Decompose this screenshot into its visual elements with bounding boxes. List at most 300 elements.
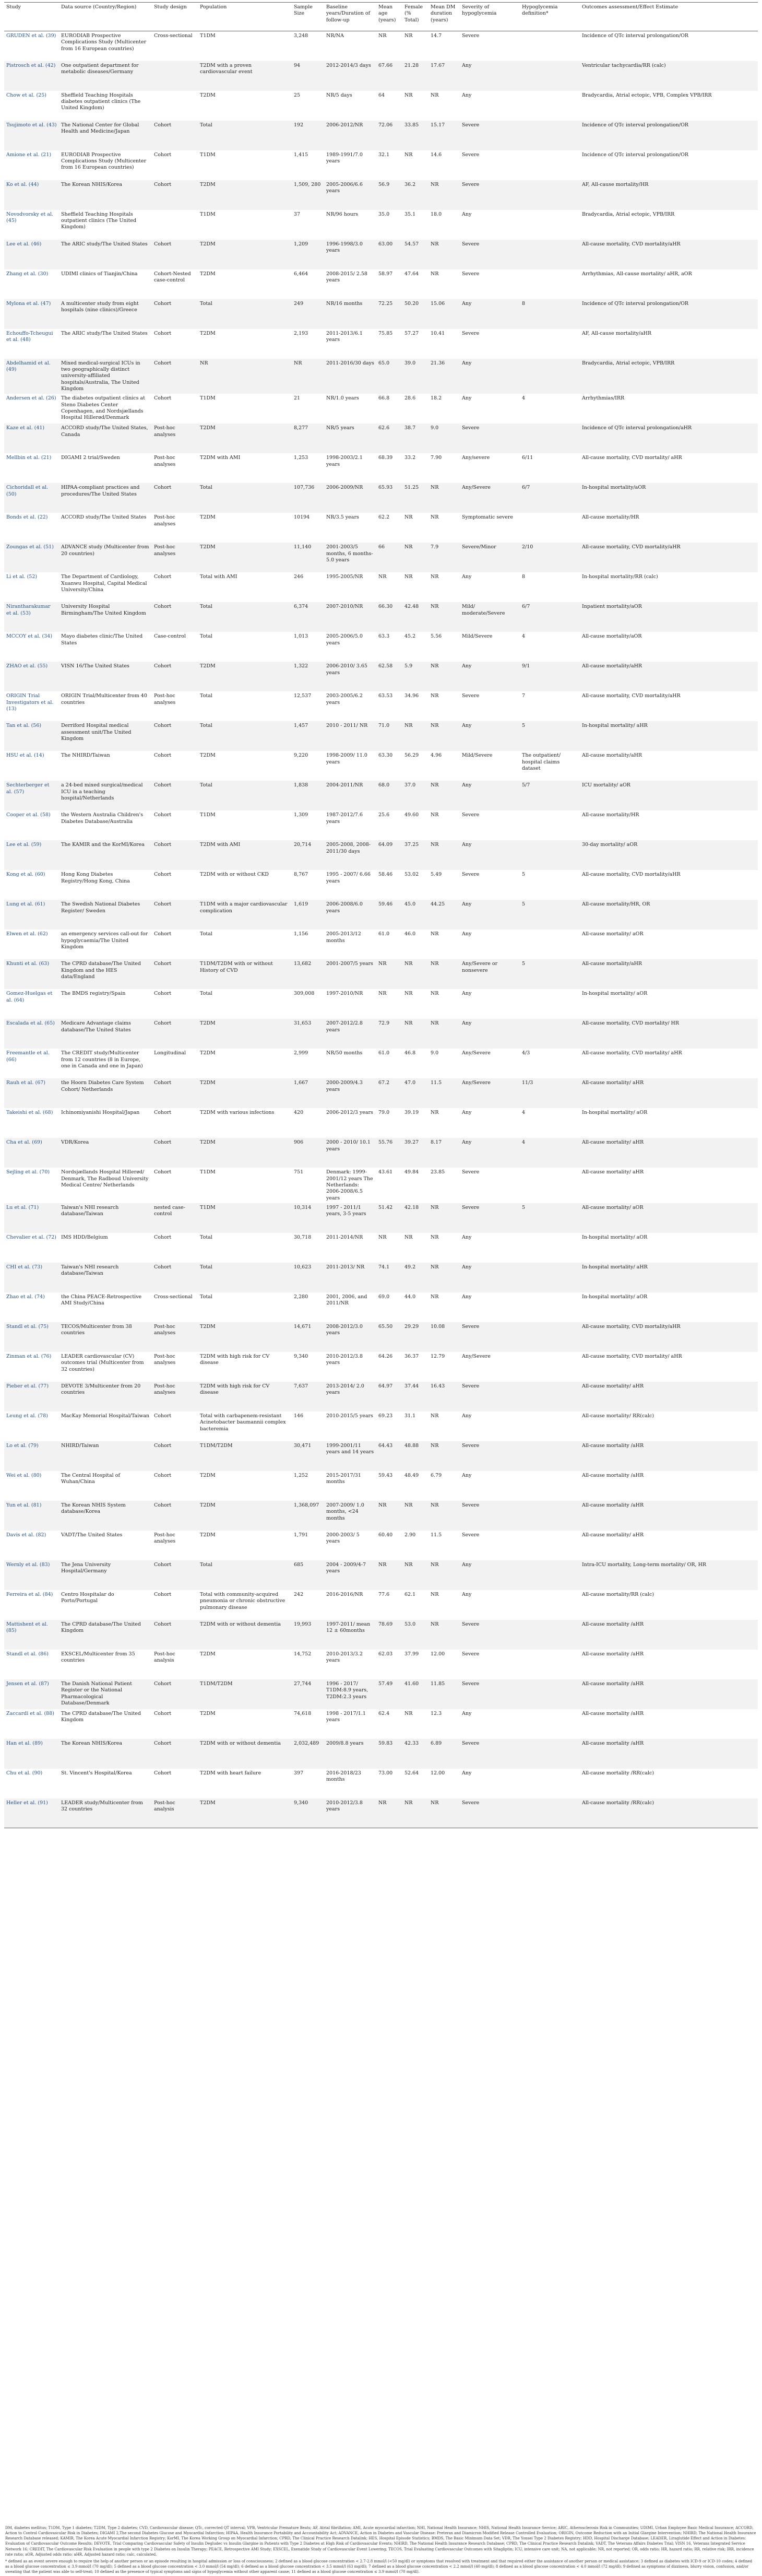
table-cell: 8,767 [294,872,308,878]
table-cell: Post-hoc analyses [154,455,176,467]
table-cell: Total with carbapenem-resistant Acinetobacter baumannii complex bacteremia [200,1413,286,1432]
study-citation-cell[interactable]: Tsujimoto et al. (43) [4,121,59,150]
table-cell: 42.48 [402,602,428,632]
table-cell [520,329,580,359]
study-citation-cell[interactable]: Pistrosch et al. (42) [4,61,59,91]
table-cell: Total with community-acquired pneumonia or chronic obstructive pulmonary disease [200,1591,285,1610]
table-row [4,1352,758,1382]
table-cell: Total [200,633,212,640]
table-cell: NR [404,514,413,521]
table-cell: 906 [292,1138,324,1168]
table-cell: 74.1 [376,1263,402,1292]
table-cell: T2DM [200,270,216,277]
table-cell: 1,252 [294,1472,308,1478]
table-cell: 12.3 [431,1710,442,1716]
table-cell: Cohort [154,395,172,402]
table-cell: All-cause mortality, CVD mortality/ aHR [582,1353,682,1359]
table-cell: Cohort [152,299,198,329]
table-cell: Severe [460,1679,520,1709]
table-cell: Cross-sectional [154,33,193,39]
study-citation-cell[interactable]: Zaccardi et al. (88) [6,1710,54,1716]
table-cell: NR [428,662,460,691]
table-cell: 63.3 [378,633,390,640]
study-citation-cell[interactable]: Khunti et al. (63) [4,959,59,989]
table-cell: Taiwan's NHI research database/Taiwan [59,1263,152,1292]
table-cell: One outpatient department for metabolic diseases/Germany [59,61,152,91]
study-citation-cell[interactable]: Wernly et al. (83) [4,1560,59,1590]
table-cell: 2004 - 2009/4-7 years [324,1560,376,1590]
table-cell: NR [428,180,460,210]
table-cell: 1997 - 2011/1 years, 3-5 years [324,1203,376,1233]
table-cell: All-cause mortality/ aHR [582,1532,644,1538]
table-cell [520,1679,580,1709]
table-row [4,269,758,299]
table-cell: Post-hoc analyses [154,693,176,705]
table-cell: 1997-2011/ mean 12 ± 60months [324,1620,376,1650]
table-cell: 751 [294,1169,304,1175]
table-cell: 1,667 [292,1078,324,1108]
table-cell: 38.7 [402,424,428,453]
table-cell: Mild/Severe [462,633,493,640]
table-cell: Cohort [154,1710,172,1716]
table-cell: NR [431,1591,439,1597]
table-cell: Bradycardia, Atrial ectopic, VPB/IRR [580,359,758,394]
study-citation-cell[interactable]: Cichoridall et al. (50) [4,483,59,513]
table-cell: 2000 - 2010/ 10.1 years [324,1138,376,1168]
study-citation-cell[interactable]: Bonds et al. (22) [6,514,48,521]
table-cell: 6,464 [294,270,308,277]
table-cell: 62.6 [376,424,402,453]
table-cell: 10,623 [292,1263,324,1292]
table-row [4,1322,758,1352]
study-citation-cell[interactable]: Lu et al. (71) [4,1203,59,1233]
study-citation-cell[interactable]: Echouffo-Tcheugui et al. (48) [6,330,53,343]
table-cell: 65.50 [376,1322,402,1352]
table-cell: 35.1 [404,211,416,217]
study-citation-cell[interactable]: Sechterberger et al. (57) [4,781,59,810]
table-cell: Severe [460,1203,520,1233]
table-row [4,453,758,483]
table-cell: a 24-bed mixed surgical/medical ICU in a teaching hospital/Netherlands [59,781,152,810]
study-citation-cell[interactable]: Chu et al. (90) [6,1770,43,1776]
table-cell: Cohort [152,240,198,269]
table-cell: T2DM [198,1019,292,1049]
table-cell: Any [462,395,472,402]
table-cell: 14,752 [294,1651,312,1657]
table-cell: Any [460,781,520,810]
table-header-row [4,3,758,31]
study-citation-cell[interactable]: Mellbin et al. (21) [6,455,52,461]
table-cell: 5 [520,959,580,989]
table-cell: Any [462,92,472,98]
table-row [4,329,758,359]
table-cell: NR [431,92,439,98]
study-citation-cell[interactable]: Cooper et al. (58) [6,812,51,818]
study-citation-cell[interactable]: ZHAO et al. (55) [4,662,59,691]
study-citation-cell[interactable]: Lo et al. (79) [4,1441,59,1471]
table-cell [520,840,580,870]
table-cell: Total [200,991,212,997]
table-cell [520,1709,580,1739]
table-cell: 64 [378,92,385,98]
study-citation-cell[interactable]: Elwen et al. (62) [6,931,48,937]
table-cell [520,91,580,121]
table-cell: 5 [520,721,580,751]
table-cell: Cross-sectional [154,1293,193,1300]
study-citation-cell[interactable]: Lee et al. (46) [4,240,59,269]
table-cell: T2DM [200,1472,216,1478]
study-citation-cell[interactable]: Andersen et al. (26) [6,395,56,402]
table-cell: 2007-2009/ 1.0 months, <24 months [324,1501,376,1531]
table-cell: Severe [460,1501,520,1531]
table-cell: 2,280 [294,1293,308,1300]
table-row [4,1531,758,1560]
table-cell: T1DM [198,1203,292,1233]
table-cell [520,1501,580,1531]
table-row [4,691,758,721]
table-cell: NR [428,1203,460,1233]
study-citation-cell[interactable]: Pieber et al. (77) [4,1382,59,1411]
table-cell: 1,209 [292,240,324,269]
table-cell [520,210,580,240]
table-cell: 2011-2013/6.1 years [326,330,363,343]
table-cell: Cohort [154,1169,172,1175]
column-header: Population [198,3,292,31]
table-cell: Total [200,693,212,699]
table-cell: NHIRD/Taiwan [59,1441,152,1471]
table-cell: the Western Australia Children's Diabetes Database/Australia [61,812,144,825]
table-cell: 9.0 [428,424,460,453]
study-citation-cell[interactable]: Ferreira et al. (84) [6,1591,53,1597]
table-row [4,1620,758,1650]
table-cell: 39.19 [404,1110,419,1116]
table-cell: 2010-2012/3.8 years [326,1353,363,1366]
table-cell [520,1739,580,1769]
table-cell: NR/NA [326,33,344,39]
table-cell: T2DM with various infections [200,1110,275,1116]
table-cell: 1995 - 2007/ 6.66 years [326,872,371,884]
table-cell: 62.4 [378,1710,390,1716]
table-cell: T2DM with or without dementia [198,1739,292,1769]
table-row [4,810,758,840]
table-cell: 12.79 [431,1353,445,1359]
table-cell: 5 [520,900,580,930]
table-cell: 2.90 [404,1532,416,1538]
table-cell: 4 [522,633,526,640]
table-cell: 72.25 [376,299,402,329]
table-cell: 65.93 [376,483,402,513]
table-cell: NR [428,240,460,269]
study-citation-cell[interactable]: CHI et al. (73) [4,1263,59,1292]
table-cell: T2DM with high risk for CV disease [200,1353,270,1366]
table-row [4,359,758,394]
table-cell: 1996 - 2017/ T1DM:8.9 years, T2DM:2.3 years [324,1679,376,1709]
table-cell: 9,340 [292,1798,324,1828]
table-cell: 46.8 [404,1050,416,1056]
table-cell: 56.9 [376,180,402,210]
table-cell: 44.0 [404,1293,416,1300]
table-cell: Cohort [152,662,198,691]
table-row [4,1078,758,1108]
table-cell: TECOS/Multicenter from 38 countries [59,1322,152,1352]
study-citation-cell[interactable]: Novodvorsky et al. (45) [6,211,54,224]
table-cell: 37.44 [402,1382,428,1411]
study-citation-cell[interactable]: Zhang et al. (30) [6,270,49,277]
table-cell: the Hoorn Diabetes Care System Cohort/ Netherlands [59,1078,152,1108]
table-cell: 2011-2014/NR [326,1234,363,1240]
table-cell: LEADER cardiovascular (CV) outcomes trial (Multicenter from 32 countries) [61,1353,144,1372]
study-citation-cell[interactable]: GRUDEN et al. (39) [6,33,56,39]
table-cell: Total [198,299,292,329]
table-cell: All-cause mortality/aHR [580,662,758,691]
table-cell [520,180,580,210]
study-citation-cell[interactable]: Standl et al. (86) [6,1651,49,1657]
study-citation-cell[interactable]: Gomez-Huelgas et al. (64) [6,991,53,1003]
table-cell [520,989,580,1019]
table-cell: NR [376,1501,402,1531]
table-cell: NR [431,270,439,277]
table-cell: 36.37 [404,1353,419,1359]
table-cell: Post-hoc analyses [154,1532,176,1545]
table-cell: Incidence of QTc interval prolongation/OR [582,33,689,39]
table-cell: 49.2 [402,1263,428,1292]
column-header: Severity of hypoglycemia [460,3,520,31]
table-row [4,1798,758,1828]
table-cell: ADVANCE study (Multicenter from 20 countries) [59,543,152,572]
table-cell [520,1560,580,1590]
study-citation-cell[interactable]: MCCOY et al. (34) [6,633,53,640]
study-citation-cell[interactable]: Lee et al. (59) [4,840,59,870]
table-cell: T1DM/T2DM [198,1441,292,1471]
table-cell: VISN 16/The United States [59,662,152,691]
table-cell: 10,314 [292,1203,324,1233]
table-row [4,662,758,691]
study-citation-cell[interactable]: Mylona et al. (47) [4,299,59,329]
table-cell: 11.5 [431,1532,442,1538]
table-cell: All-cause mortality /aHR [580,1501,758,1531]
table-cell: 59.43 [378,1472,393,1478]
table-cell: 25.6 [378,812,390,818]
column-header: Sample Size [292,3,324,31]
table-cell: 64.43 [376,1441,402,1471]
table-cell: Any [462,1110,472,1116]
table-cell: 10.08 [428,1322,460,1352]
table-cell: ACCORD study/The United States [61,514,147,521]
table-cell: All-cause mortality /aHR [580,1441,758,1471]
table-cell: 2005-2006/6.6 years [324,180,376,210]
table-cell: Symptomatic severe [462,514,514,521]
table-cell: 2005-2013/12 months [326,931,361,944]
table-cell: Cohort [154,1591,172,1597]
table-cell: 30-day mortality/ aOR [580,840,758,870]
table-cell: 2008-2015/ 2.58 years [326,270,367,283]
study-citation-cell[interactable]: Mattishent et al. (85) [4,1620,59,1650]
table-cell: 25 [294,92,301,98]
table-cell: NR [431,1110,439,1116]
study-citation-cell[interactable]: Standl et al. (75) [4,1322,59,1352]
table-cell: Nordsjællands Hospital Hillerød/ Denmark, The Radboud University Medical Centre/ Netherlands [61,1169,149,1188]
table-cell: Cohort [154,812,172,818]
table-cell: 1989-1991/7.0 years [326,151,363,164]
table-cell: 14.6 [431,151,442,158]
table-cell: 5 [520,1203,580,1233]
table-cell: 1997-2010/NR [326,991,363,997]
table-cell [520,1650,580,1679]
table-cell: 71.0 [376,721,402,751]
table-cell: 29.29 [402,1322,428,1352]
table-cell: 94 [292,61,324,91]
table-row [4,513,758,543]
study-citation-cell[interactable]: Ko et al. (44) [4,180,59,210]
table-cell: Post-hoc analysis [152,1798,198,1828]
table-cell: Any [460,662,520,691]
study-citation-cell[interactable]: HSU et al. (14) [6,752,44,759]
table-cell: Sheffield Teaching Hospitals diabetes outpatient clinics (The United Kingdom) [61,92,141,111]
table-cell: 45.2 [404,633,416,640]
table-cell: T2DM [198,1798,292,1828]
study-citation-cell[interactable]: Leung et al. (78) [6,1413,48,1419]
study-citation-cell[interactable]: Freemantle et al. (66) [6,1050,50,1063]
study-citation-cell[interactable]: Cha et al. (69) [4,1138,59,1168]
table-cell: T2DM [198,1138,292,1168]
table-cell: T2DM [200,514,216,521]
study-citation-cell[interactable]: Yun et al. (81) [4,1501,59,1531]
table-cell: Severe [460,1382,520,1411]
study-citation-cell[interactable]: Davis et al. (82) [6,1532,46,1538]
study-citation-cell[interactable]: Han et al. (89) [4,1739,59,1769]
study-citation-cell[interactable]: Zhao et al. (74) [6,1293,45,1300]
table-cell: Cohort [152,1019,198,1049]
table-cell: Post-hoc analysis [154,1651,175,1664]
column-header: Study [4,3,59,31]
table-cell: 67.2 [376,1078,402,1108]
table-cell: NR [428,1560,460,1590]
study-citation-cell[interactable]: Escalada et al. (65) [4,1019,59,1049]
table-cell: T2DM with or without CKD [200,872,269,878]
table-cell: T1DM [200,151,216,158]
table-cell: Severe [460,1620,520,1650]
table-cell: Severe/Minor [460,543,520,572]
table-cell: T2DM [200,1532,216,1538]
table-cell: 4.96 [431,752,442,759]
table-cell: T1DM [200,211,216,217]
table-cell: 2016-2018/23 months [326,1770,361,1783]
table-row [4,91,758,121]
table-cell: 2,999 [294,1050,308,1056]
column-header: Baseline years/Duration of follow-up [324,3,376,31]
table-cell [520,1441,580,1471]
column-header: Mean age (years) [376,3,402,31]
table-cell: All-cause mortality, CVD mortality/aHR [582,872,681,878]
study-citation-cell[interactable]: Li et al. (52) [6,574,38,580]
table-cell: NR [431,1234,439,1240]
study-citation-cell[interactable]: Nirantharakumar et al. (53) [4,602,59,632]
table-cell: Incidence of QTc interval prolongation/aHR [580,424,758,453]
study-citation-cell[interactable]: Wei et al. (80) [6,1472,42,1478]
table-cell: Cohort [152,1739,198,1769]
study-citation-cell[interactable]: Jensen et al. (87) [4,1679,59,1709]
table-row [4,1019,758,1049]
table-cell: Severe [462,693,480,699]
table-cell: Any [462,211,472,217]
study-citation-cell[interactable]: Lung et al. (61) [4,900,59,930]
table-cell: NR [402,1019,428,1049]
table-cell: 1995-2005/NR [326,574,363,580]
study-citation-cell[interactable]: Sejling et al. (70) [6,1169,50,1175]
table-cell: 2006-2012/NR [324,121,376,150]
study-citation-cell[interactable]: Kaze et al. (41) [4,424,59,453]
study-citation-cell[interactable]: Abdelhamid et al. (49) [4,359,59,394]
table-cell: 64.26 [378,1353,393,1359]
table-cell: NR [376,1560,402,1590]
table-cell: 59.46 [376,900,402,930]
study-characteristics-table [4,2,758,1828]
table-cell: In-hospital mortality/ aOR [582,1234,648,1240]
table-cell [520,1620,580,1650]
table-cell: 2012-2014/3 days [324,61,376,91]
table-cell: 9,220 [294,752,308,759]
table-cell: The CPRD database/The United Kingdom and the HES data/England [59,959,152,989]
table-cell: 1999-2001/11 years and 14 years [324,1441,376,1471]
table-cell: 39.27 [402,1138,428,1168]
table-cell: 72.06 [376,121,402,150]
table-cell: 69.0 [378,1293,390,1300]
study-citation-cell[interactable]: Takeishi et al. (68) [6,1110,53,1116]
table-cell: In-hospital mortality/ aOR [582,991,648,997]
table-cell: All-cause mortality, CVD mortality/aHR [582,693,681,699]
study-citation-cell[interactable]: ORIGIN Trial Investigators et al. (13) [6,693,54,712]
study-citation-cell[interactable]: Kong et al. (60) [6,872,45,878]
table-cell: 1,838 [292,781,324,810]
table-cell: All-cause mortality/ aOR [580,1203,758,1233]
table-cell [520,513,580,543]
study-citation-cell[interactable]: Chevalier et al. (72) [6,1234,57,1240]
table-cell: The ARIC study/The United States [59,240,152,269]
table-cell: Cohort [154,574,172,580]
study-citation-cell[interactable]: Chow et al. (25) [6,92,46,98]
study-citation-cell[interactable]: Rauh et al. (67) [4,1078,59,1108]
table-cell: All-cause mortality/HR [582,514,639,521]
table-row [4,1709,758,1739]
study-citation-cell[interactable]: Tan et al. (56) [4,721,59,751]
table-cell [152,210,198,240]
study-citation-cell[interactable]: Heller et al. (91) [4,1798,59,1828]
table-cell: 54.57 [402,240,428,269]
table-cell: 37.0 [402,781,428,810]
table-cell: 34.96 [404,693,419,699]
study-citation-cell[interactable]: Zinman et al. (76) [6,1353,52,1359]
table-cell: NR [404,92,413,98]
table-cell: 2001-2007/5 years [324,959,376,989]
table-cell: Any/severe [462,455,490,461]
table-cell: Any [460,900,520,930]
table-cell: 14,671 [292,1322,324,1352]
table-cell: Cohort [154,1472,172,1478]
table-cell: 2006-2009/NR [324,483,376,513]
table-cell: NR [402,1798,428,1828]
table-cell: Post-hoc analyses [152,1382,198,1411]
table-cell: Any [462,1234,472,1240]
table-cell: AF, All-cause mortality/HR [580,180,758,210]
table-cell: NR [431,812,439,818]
table-cell: The CREDIT study/Multicenter from 12 countries (8 in Europe, one in Canada and one in Japan) [61,1050,143,1069]
study-citation-cell[interactable]: Zoungas et al. (51) [4,543,59,572]
table-cell [520,1531,580,1560]
study-citation-cell[interactable]: Amione et al. (21) [6,151,52,158]
table-cell: Any/Severe [460,483,520,513]
table-cell: EURODIAB Prospective Complications Study (Multicenter from 16 European countries) [61,151,147,171]
table-cell: Intra-ICU mortality, Long-term mortality/ OR, HR [580,1560,758,1590]
